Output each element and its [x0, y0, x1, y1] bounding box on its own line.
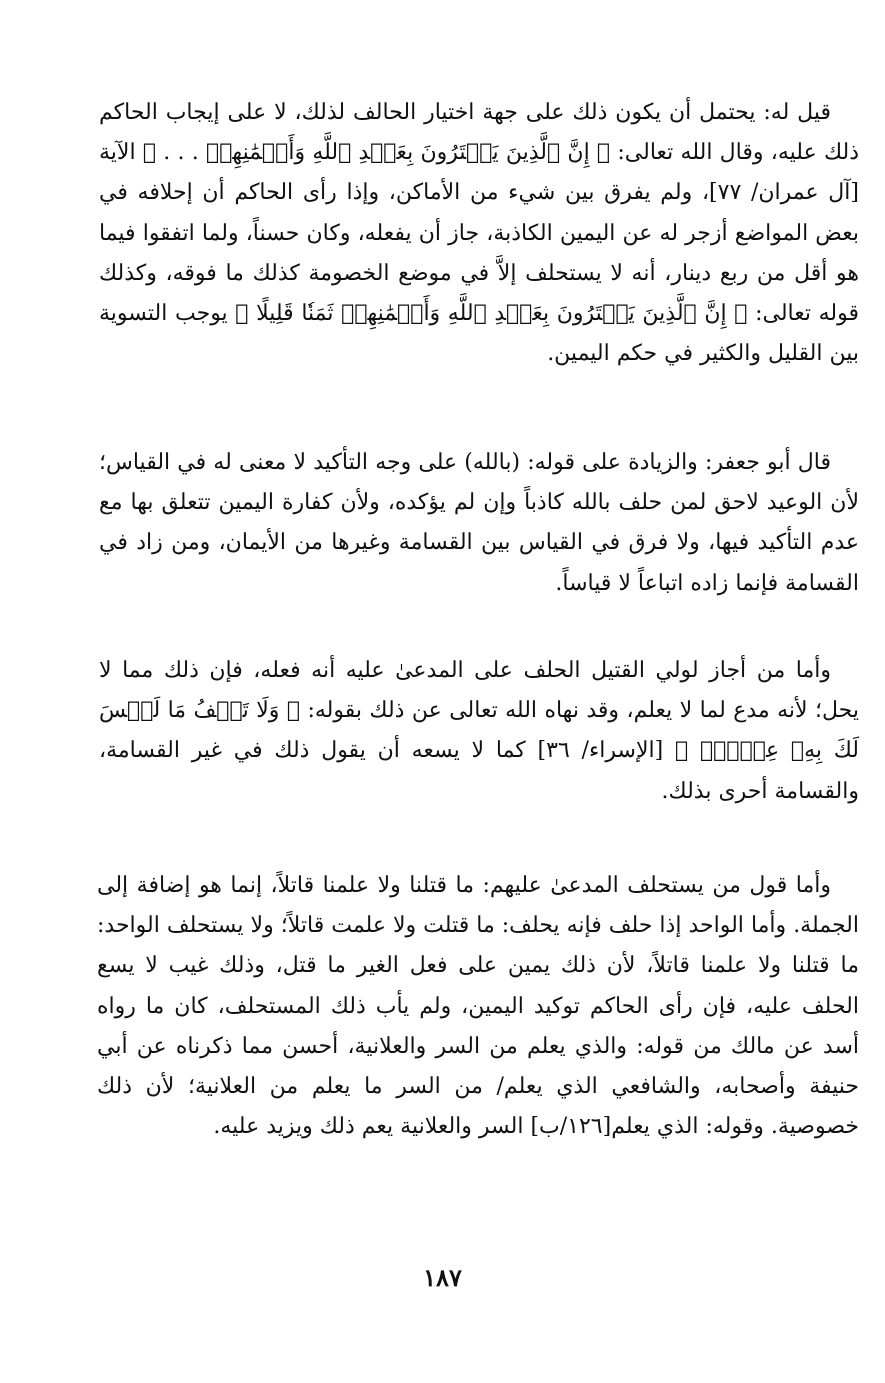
page-number: ١٨٧ — [423, 1263, 462, 1292]
paragraph-4: وأما قول من يستحلف المدعىٰ عليهم: ما قتلنا ولا علمنا قاتلاً، إنما هو إضافة إلى الجملة. وأما الواحد إذا حلف فإنه يحلف: ما قتلت ولا علمت قاتلاً؛ ولا يستحلف الواحد: ما قتلنا ولا علمنا قاتلاً، لأن ذلك يمين على فعل الغير ما قتل، وذلك غيب لا يسع الحلف عليه، فإن رأى الحاكم توكيد اليمين، ولم يأب ذلك المستحلف، كان ما رواه أسد عن مالك من قوله: والذي يعلم من السر والعلانية، أحسن مما ذكرناه عن أبي حنيفة وأصحابه، والشافعي الذي يعلم/ من السر ما يعلم من العلانية؛ لأن ذلك خصوصية. وقوله: الذي يعلم[١٢٦/ب] السر والعلانية يعم ذلك ويزيد عليه. — [97, 873, 859, 1140]
paragraph-1: قيل له: يحتمل أن يكون ذلك على جهة اختيار الحالف لذلك، لا على إيجاب الحاكم ذلك عليه، وقال الله تعالى: ﴿ إِنَّ ٱلَّذِينَ يَشۡتَرُونَ بِعَهۡدِ ٱللَّهِ وَأَيۡمَٰنِهِمۡ . . . ﴾ الآية [آل عمران/ ٧٧]، ولم يفرق بين شيء من الأماكن، وإذا رأى الحاكم أن إحلافه في بعض المواضع أزجر له عن اليمين الكاذبة، جاز أن يفعله، وكان حسناً، ولما اتفقوا فيما هو أقل من ربع دينار، أنه لا يستحلف إلاَّ في موضع الخصومة كذلك ما فوقه، وكذلك قوله تعالى: ﴿ إِنَّ ٱلَّذِينَ يَشۡتَرُونَ بِعَهۡدِ ٱللَّهِ وَأَيۡمَٰنِهِمۡ ثَمَنٗا قَلِيلًا ﴾ يوجب التسوية بين القليل والكثير في حكم اليمين. — [99, 100, 859, 367]
paragraph-2: قال أبو جعفر: والزيادة على قوله: (بالله) على وجه التأكيد لا معنى له في القياس؛ لأن الوعيد لاحق لمن حلف بالله كاذباً وإن لم يؤكده، ولأن كفارة اليمين تتعلق بها مع عدم التأكيد فيها، ولا فرق في القياس بين القسامة وغيرها من الأيمان، ومن زاد في القسامة فإنما زاده اتباعاً لا قياساً. — [99, 450, 859, 596]
paragraph-3: وأما من أجاز لولي القتيل الحلف على المدعىٰ عليه أنه فعله، فإن ذلك مما لا يحل؛ لأنه مدع لما لا يعلم، وقد نهاه الله تعالى عن ذلك بقوله: ﴿ وَلَا تَقۡفُ مَا لَيۡسَ لَكَ بِهِۦ عِلۡمٌۚ ﴾ [الإسراء/ ٣٦] كما لا يسعه أن يقول ذلك في غير القسامة، والقسامة أحرى بذلك. — [99, 658, 860, 804]
